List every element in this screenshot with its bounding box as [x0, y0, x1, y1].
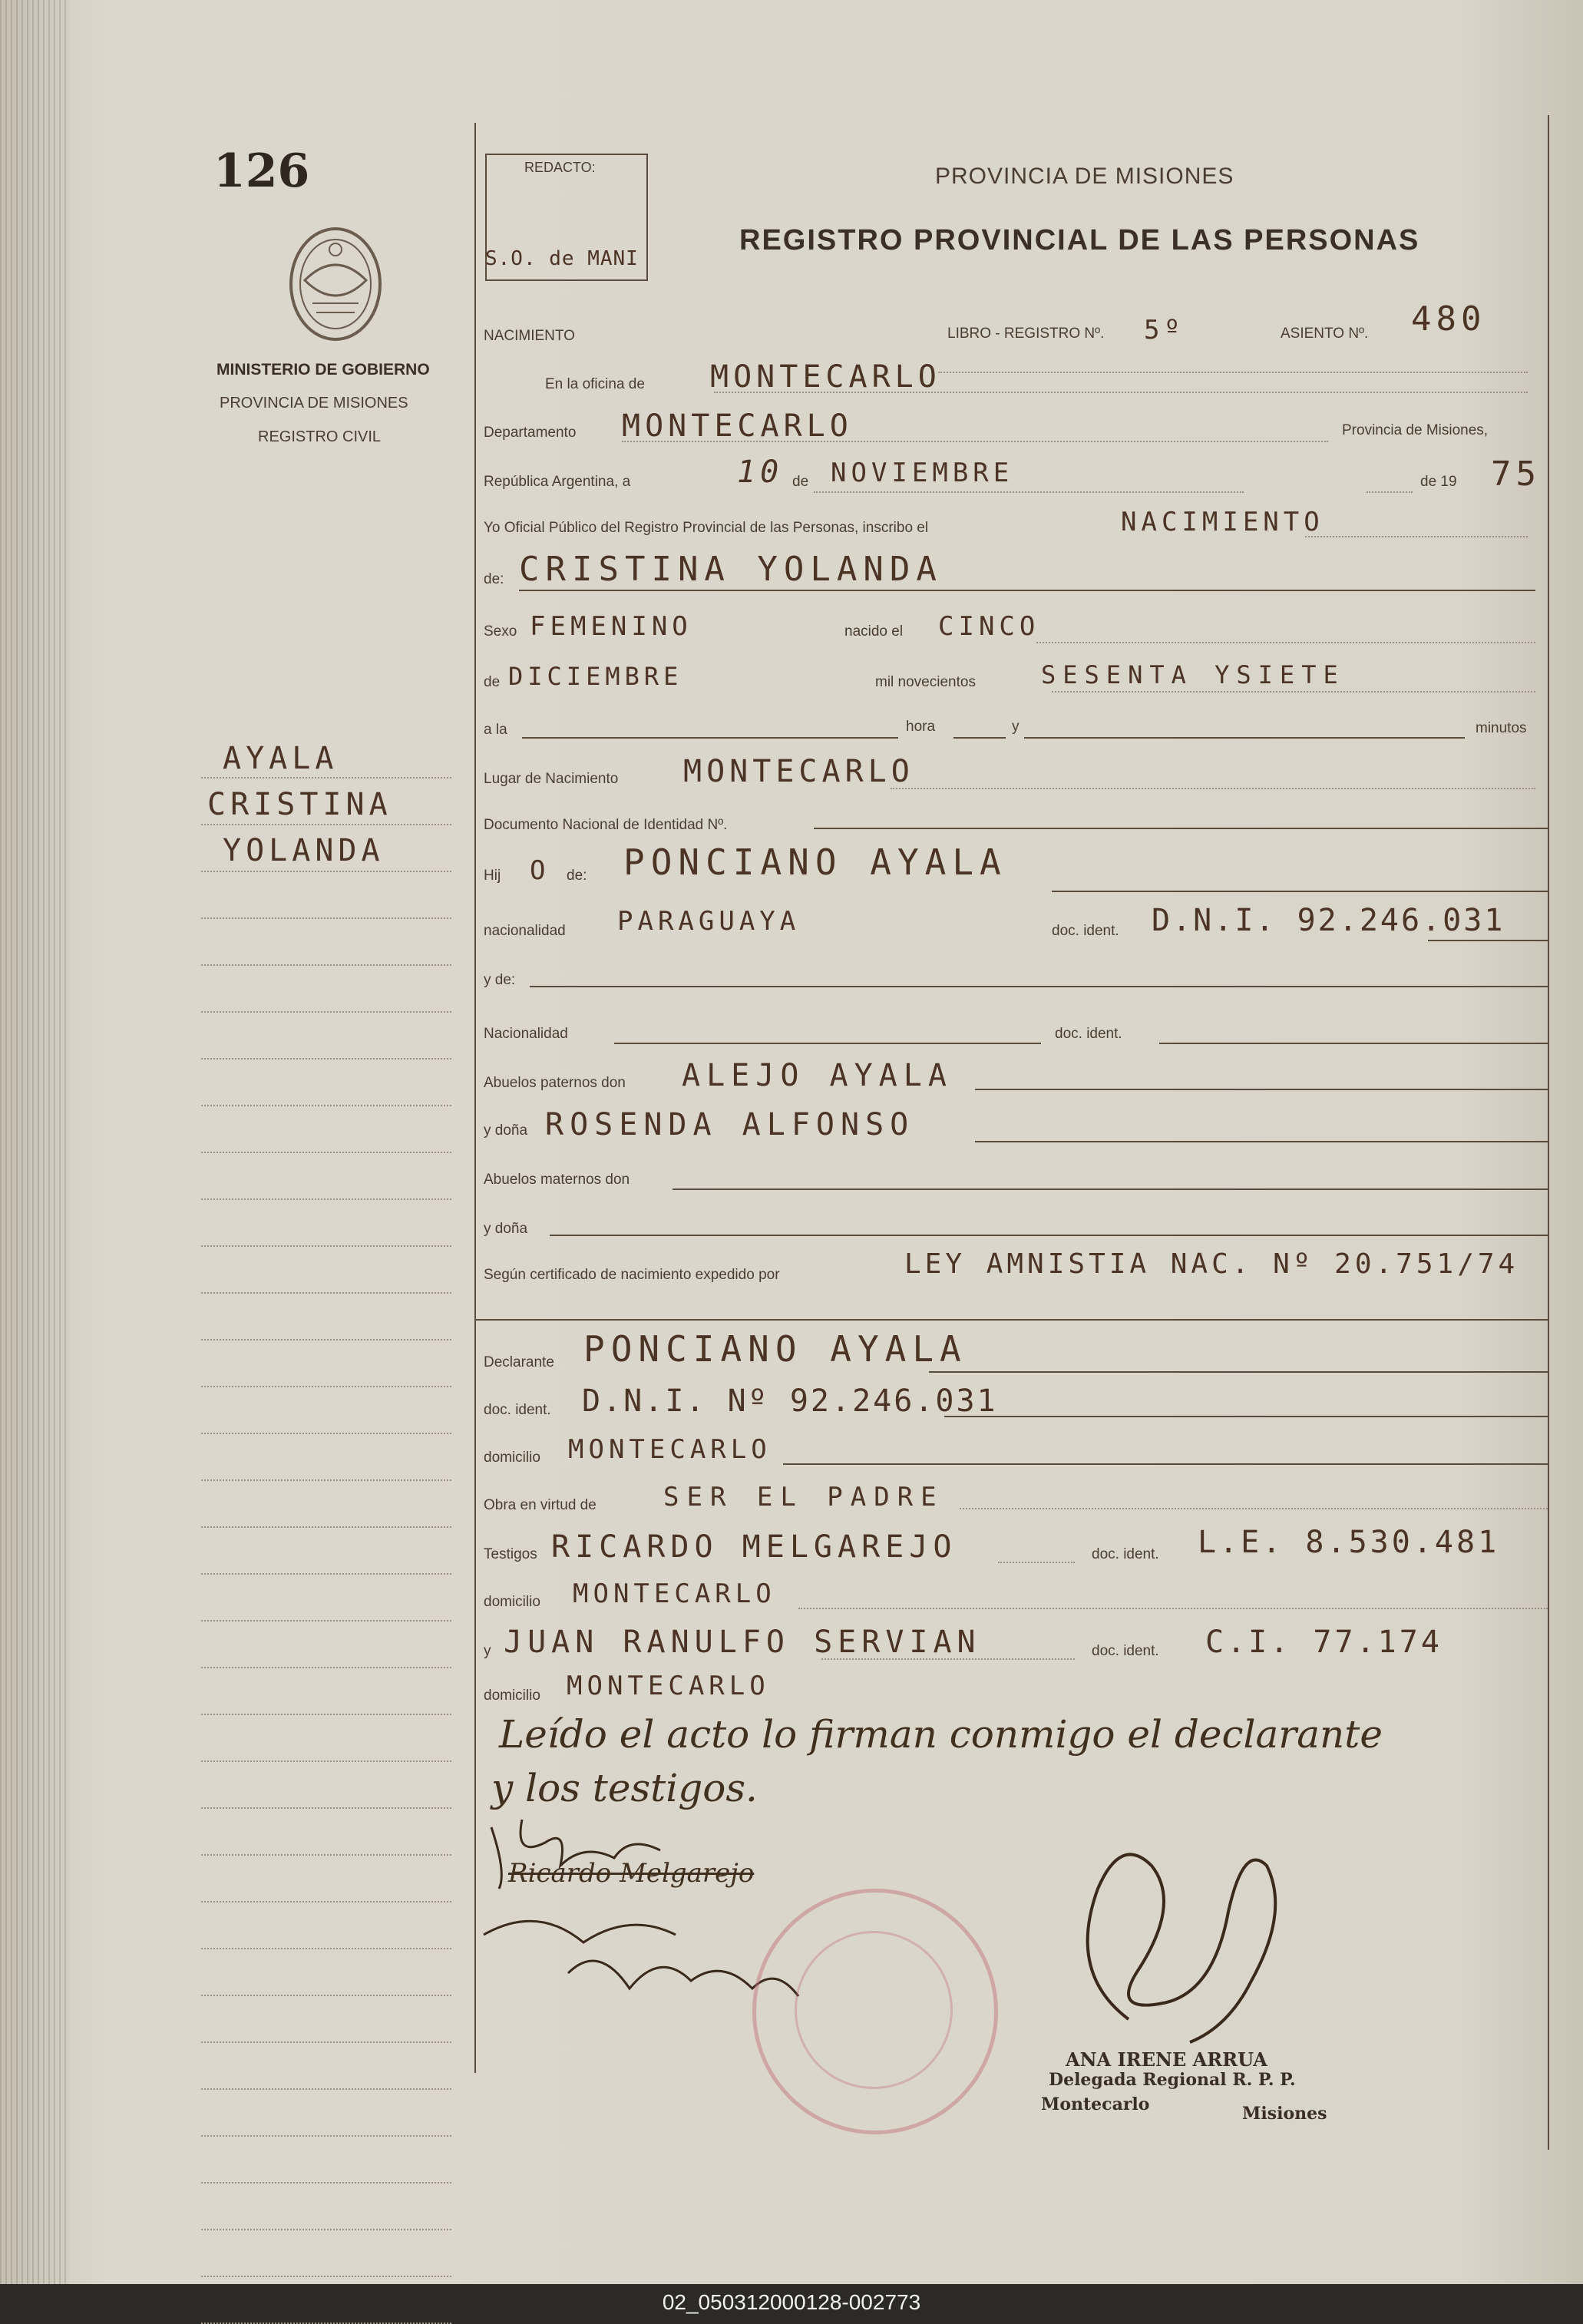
form-row-line — [960, 1508, 1548, 1509]
form-row-line — [476, 1319, 1548, 1321]
form-row-line — [673, 1188, 1548, 1190]
nacido-value: CINCO — [938, 611, 1040, 642]
sexo-label: Sexo — [484, 623, 517, 640]
y-dona2-label: y doña — [484, 1221, 528, 1237]
libro-label: LIBRO - REGISTRO Nº. — [947, 326, 1105, 342]
declarante-doc-label: doc. ident. — [484, 1402, 551, 1418]
form-row-line — [1052, 691, 1535, 693]
form-row-line — [1036, 642, 1535, 643]
margin-rule — [201, 1901, 451, 1903]
nacido-mes-value: DICIEMBRE — [508, 662, 683, 691]
abuelo-pat-value: ALEJO AYALA — [682, 1058, 953, 1093]
testigo1-domicilio-value: MONTECARLO — [573, 1579, 776, 1609]
provincia-label: Provincia de Misiones, — [1342, 422, 1489, 438]
margin-rule — [201, 1105, 451, 1106]
margin-rule — [201, 1714, 451, 1715]
form-row-line — [944, 1416, 1548, 1417]
declarante-doc-value: D.N.I. Nº 92.246.031 — [582, 1383, 998, 1419]
de-nombre-label: de: — [484, 571, 504, 587]
dni-label: Documento Nacional de Identidad Nº. — [484, 817, 728, 833]
acto-value: NACIMIENTO — [1121, 507, 1324, 537]
y2-label: y — [484, 1643, 491, 1659]
oficina-value: MONTECARLO — [710, 359, 941, 395]
margin-rule — [201, 824, 451, 825]
form-row-line — [814, 491, 1244, 493]
anio-label: de 19 — [1420, 474, 1457, 490]
testigo1-value: RICARDO MELGAREJO — [551, 1529, 957, 1565]
form-row-line — [814, 828, 1548, 829]
hijo-de-label: de: — [567, 868, 587, 884]
y-label: y — [1012, 719, 1020, 735]
margin-rule — [201, 1011, 451, 1013]
padre-value: PONCIANO AYALA — [623, 841, 1007, 883]
obra-value: SER EL PADRE — [663, 1482, 944, 1512]
testigo2-doc-value: C.I. 77.174 — [1205, 1625, 1443, 1660]
margin-rule — [201, 1573, 451, 1575]
form-row-line — [929, 1371, 1548, 1373]
margin-rule — [201, 1479, 451, 1481]
form-row-line — [714, 392, 1528, 393]
form-row-line — [1052, 891, 1548, 892]
margin-rule — [201, 1948, 451, 1949]
obra-label: Obra en virtud de — [484, 1497, 597, 1513]
coat-of-arms-icon — [278, 219, 393, 349]
a-la-label: a la — [484, 722, 507, 738]
asiento-label: ASIENTO Nº. — [1281, 326, 1369, 342]
witness-sig-name: Ricardo Melgarejo — [508, 1858, 755, 1889]
margin-firstname: CRISTINA — [207, 787, 392, 822]
testigos-label: Testigos — [484, 1546, 537, 1562]
signer-title: Delegada Regional R. P. P. — [1049, 2070, 1296, 2090]
official-signature — [1036, 1820, 1313, 2050]
margin-rule — [201, 1292, 451, 1294]
form-left-border — [474, 123, 476, 2073]
form-row-line — [622, 441, 1328, 442]
republica-label: República Argentina, a — [484, 474, 631, 490]
header-province: PROVINCIA DE MISIONES — [935, 164, 1234, 189]
margin-rule — [201, 2276, 451, 2277]
y-de-label: y de: — [484, 972, 516, 988]
registry-seal-inner — [795, 1931, 953, 2089]
lugar-label: Lugar de Nacimiento — [484, 771, 619, 787]
margin-rule — [201, 917, 451, 919]
sexo-value: FEMENINO — [530, 611, 692, 642]
departamento-value: MONTECARLO — [622, 408, 853, 444]
form-row-line — [614, 1043, 1041, 1044]
signer-name: ANA IRENE ARRUA — [1066, 2048, 1267, 2071]
libro-value: 5º — [1144, 315, 1185, 345]
hora-label: hora — [906, 719, 936, 735]
testigo1-doc-value: L.E. 8.530.481 — [1198, 1525, 1500, 1560]
hijo-label: Hij — [484, 868, 501, 884]
margin-rule — [201, 1807, 451, 1809]
record-type: NACIMIENTO — [484, 328, 575, 344]
departamento-label: Departamento — [484, 425, 577, 441]
form-row-line — [821, 1658, 1075, 1660]
redacto-label: REDACTO: — [524, 160, 596, 175]
minutos-label: minutos — [1476, 720, 1527, 736]
abuelos-mat-label: Abuelos maternos don — [484, 1172, 630, 1188]
image-code: 02_050312000128-002773 — [662, 2290, 921, 2314]
declarante-value: PONCIANO AYALA — [583, 1328, 967, 1370]
signer-province: Misiones — [1242, 2104, 1327, 2124]
page-number: 126 — [213, 144, 310, 198]
anio-value: 75 — [1491, 455, 1541, 494]
domicilio2-label: domicilio — [484, 1594, 540, 1610]
margin-rule — [201, 964, 451, 966]
padre-doc-value: D.N.I. 92.246.031 — [1152, 903, 1505, 938]
signer-city: Montecarlo — [1041, 2094, 1150, 2114]
form-row-line — [522, 737, 898, 739]
form-row-line — [975, 1089, 1548, 1090]
oficial-label: Yo Oficial Público del Registro Provincial de las Personas, inscribo el — [484, 520, 929, 536]
doc-ident2-label: doc. ident. — [1055, 1026, 1122, 1042]
margin-rule — [201, 1526, 451, 1528]
asiento-value: 480 — [1411, 299, 1486, 339]
margin-rule — [201, 1854, 451, 1856]
margin-rule — [201, 1386, 451, 1387]
testigo1-doc-label: doc. ident. — [1092, 1546, 1159, 1562]
margin-rule — [201, 2182, 451, 2184]
margin-rule — [201, 1667, 451, 1668]
image-footer — [0, 2284, 1583, 2319]
form-row-line — [975, 1141, 1548, 1142]
margin-rule — [201, 871, 451, 872]
de-label: de — [792, 474, 809, 490]
margin-rule — [201, 777, 451, 779]
redacto-value: S.O. de MANI — [485, 247, 639, 270]
doc-ident-label: doc. ident. — [1052, 923, 1119, 939]
declarante-domicilio-value: MONTECARLO — [568, 1434, 772, 1465]
form-row-line — [519, 590, 1535, 591]
form-row-line — [783, 1463, 1548, 1465]
margin-rule — [201, 1995, 451, 1996]
domicilio-label: domicilio — [484, 1450, 540, 1466]
declarante-label: Declarante — [484, 1354, 554, 1370]
form-row-line — [798, 1608, 1548, 1609]
margin-rule — [201, 1760, 451, 1762]
margin-rule — [201, 2135, 451, 2137]
margin-secondname: YOLANDA — [223, 833, 385, 868]
segun-value: LEY AMNISTIA NAC. Nº 20.751/74 — [904, 1248, 1519, 1280]
nacido-label: nacido el — [844, 623, 904, 640]
oficina-label: En la oficina de — [545, 376, 645, 392]
nacionalidad2-label: Nacionalidad — [484, 1026, 568, 1042]
mes-value: NOVIEMBRE — [831, 458, 1014, 488]
margin-rule — [201, 2088, 451, 2090]
form-row-line — [1305, 536, 1528, 537]
closing-line-1: Leído el acto lo firman conmigo el declarante — [499, 1712, 1383, 1757]
testigo2-value: JUAN RANULFO SERVIAN — [504, 1625, 981, 1660]
mil-label: mil novecientos — [875, 674, 976, 690]
margin-surname: AYALA — [223, 741, 339, 776]
form-right-border — [1548, 115, 1549, 2150]
form-row-line — [1367, 491, 1413, 493]
margin-rule — [201, 1433, 451, 1434]
margin-rule — [201, 1339, 451, 1341]
form-row-line — [953, 737, 1006, 739]
abuela-pat-value: ROSENDA ALFONSO — [545, 1107, 915, 1142]
margin-rule — [201, 2041, 451, 2043]
form-row-line — [938, 372, 1528, 373]
margin-rule — [201, 1058, 451, 1060]
nacido-anio-value: SESENTA YSIETE — [1041, 660, 1345, 689]
form-row-line — [1024, 737, 1465, 739]
y-dona-label: y doña — [484, 1122, 528, 1139]
form-row-line — [1159, 1043, 1548, 1044]
form-row-line — [891, 788, 1535, 789]
hijo-suffix: O — [530, 855, 550, 886]
left-province-label: PROVINCIA DE MISIONES — [220, 395, 408, 412]
left-registry-label: REGISTRO CIVIL — [258, 428, 382, 445]
de-mes-label: de — [484, 674, 501, 690]
nombre-value: CRISTINA YOLANDA — [519, 550, 943, 589]
header-title: REGISTRO PROVINCIAL DE LAS PERSONAS — [739, 224, 1420, 256]
domicilio3-label: domicilio — [484, 1688, 540, 1704]
closing-line-2: y los testigos. — [491, 1766, 758, 1810]
margin-rule — [201, 1620, 451, 1622]
page-edge — [0, 0, 69, 2284]
margin-rule — [201, 1245, 451, 1247]
abuelos-pat-label: Abuelos paternos don — [484, 1075, 626, 1091]
form-row-line — [1428, 940, 1548, 941]
padre-nacionalidad-value: PARAGUAYA — [617, 906, 801, 937]
segun-label: Según certificado de nacimiento expedido por — [484, 1267, 780, 1283]
form-row-line — [550, 1235, 1548, 1236]
lugar-value: MONTECARLO — [683, 754, 914, 789]
form-row-line — [998, 1562, 1075, 1563]
ministry-label: MINISTERIO DE GOBIERNO — [216, 361, 430, 379]
dia-value: 10 — [737, 455, 784, 490]
margin-rule — [201, 2229, 451, 2230]
margin-rule — [201, 1198, 451, 1200]
nacionalidad-label: nacionalidad — [484, 923, 566, 939]
testigo2-doc-label: doc. ident. — [1092, 1643, 1159, 1659]
margin-rule — [201, 1152, 451, 1153]
form-row-line — [530, 986, 1548, 987]
testigo2-domicilio-value: MONTECARLO — [567, 1671, 770, 1701]
